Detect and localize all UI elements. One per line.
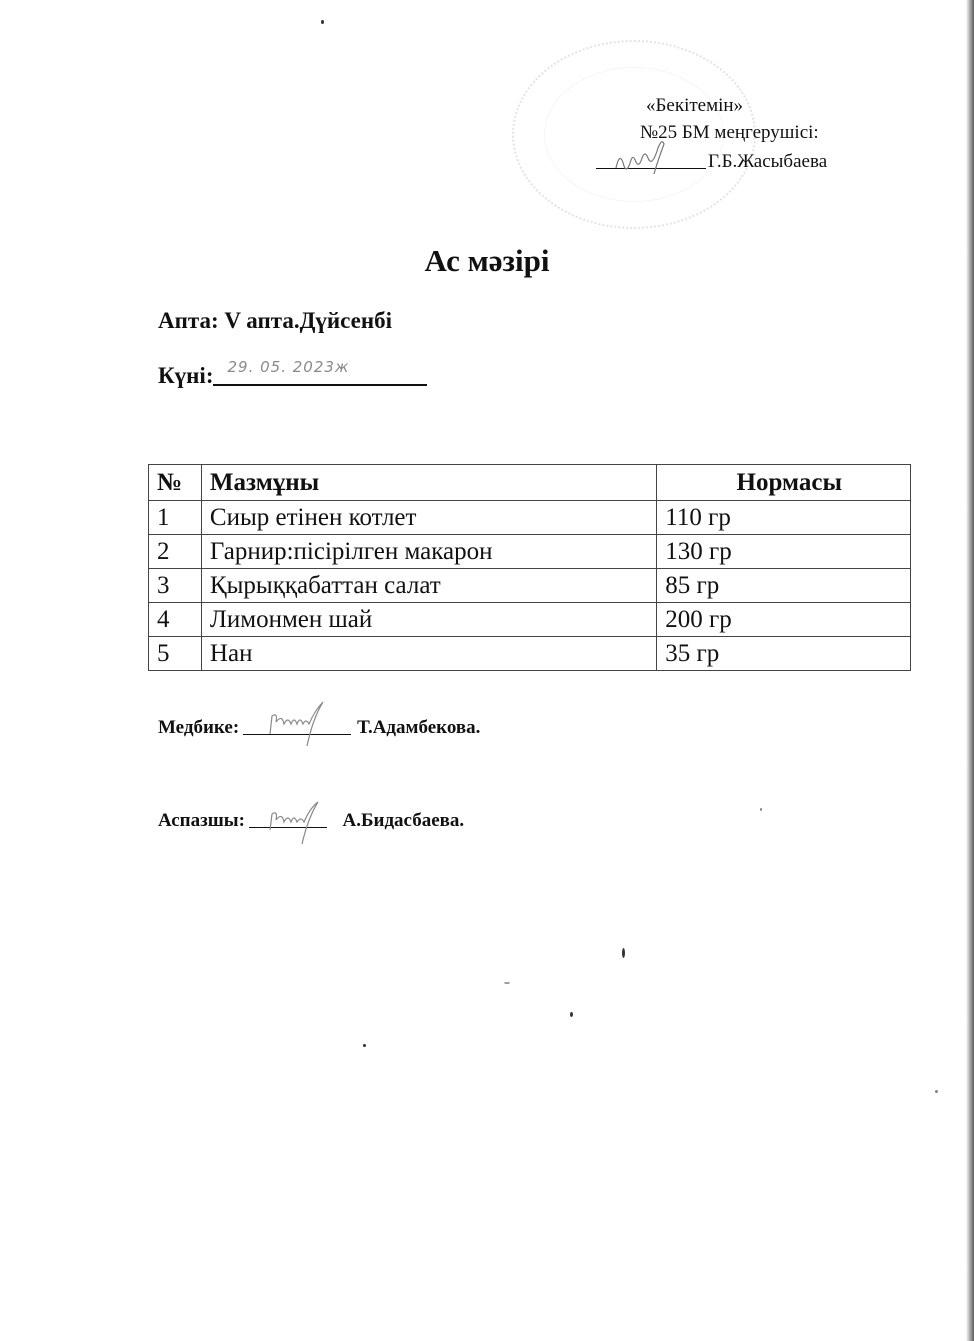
table-row	[149, 637, 911, 671]
header-number: №	[149, 465, 202, 501]
scan-speck	[622, 948, 625, 958]
scan-speck	[935, 1090, 938, 1093]
date-label: Күні:	[158, 363, 214, 388]
date-blank	[213, 358, 427, 386]
nurse-name: Т.Адамбекова.	[357, 717, 481, 738]
row-norm: 130 гр	[657, 535, 911, 569]
row-number: 5	[149, 637, 202, 671]
table-row	[149, 535, 911, 569]
cook-signature	[262, 796, 342, 846]
row-norm: 35 гр	[657, 637, 911, 671]
row-number: 2	[149, 535, 202, 569]
nurse-label: Медбике:	[158, 717, 240, 738]
approval-line-1: «Бекітемін»	[646, 95, 744, 116]
row-number: 3	[149, 569, 202, 603]
scan-speck	[321, 20, 324, 24]
row-number: 4	[149, 603, 202, 637]
week-line: Апта: V апта.Дүйсенбі	[158, 308, 392, 333]
header-content: Мазмұны	[201, 465, 656, 501]
table-row	[149, 569, 911, 603]
scan-edge	[966, 0, 974, 1341]
cook-name: А.Бидасбаева.	[342, 810, 465, 831]
row-dish: Сиыр етінен котлет	[201, 501, 656, 535]
scan-speck	[760, 808, 762, 811]
handwritten-date: 29. 05. 2023ж	[227, 358, 350, 376]
cook-label: Аспазшы:	[158, 810, 245, 831]
scan-speck	[504, 982, 510, 984]
row-dish: Гарнир:пісірілген макарон	[201, 535, 656, 569]
nurse-signature	[262, 698, 354, 748]
date-line	[158, 358, 427, 389]
approver-signature	[606, 138, 686, 184]
row-number: 1	[149, 501, 202, 535]
scan-speck	[570, 1012, 573, 1017]
page-title: Ас мәзірі	[424, 243, 550, 278]
table-header-row	[149, 465, 911, 501]
menu-table	[148, 464, 911, 671]
scan-speck	[363, 1044, 366, 1047]
row-dish: Қырыққабаттан салат	[201, 569, 656, 603]
approval-line-2: №25 БМ меңгерушісі:	[640, 122, 819, 143]
row-dish: Нан	[201, 637, 656, 671]
table-row	[149, 603, 911, 637]
row-norm: 110 гр	[657, 501, 911, 535]
table-row	[149, 501, 911, 535]
approver-name: Г.Б.Жасыбаева	[708, 151, 828, 172]
row-norm: 85 гр	[657, 569, 911, 603]
header-norm: Нормасы	[657, 465, 911, 501]
row-norm: 200 гр	[657, 603, 911, 637]
row-dish: Лимонмен шай	[201, 603, 656, 637]
